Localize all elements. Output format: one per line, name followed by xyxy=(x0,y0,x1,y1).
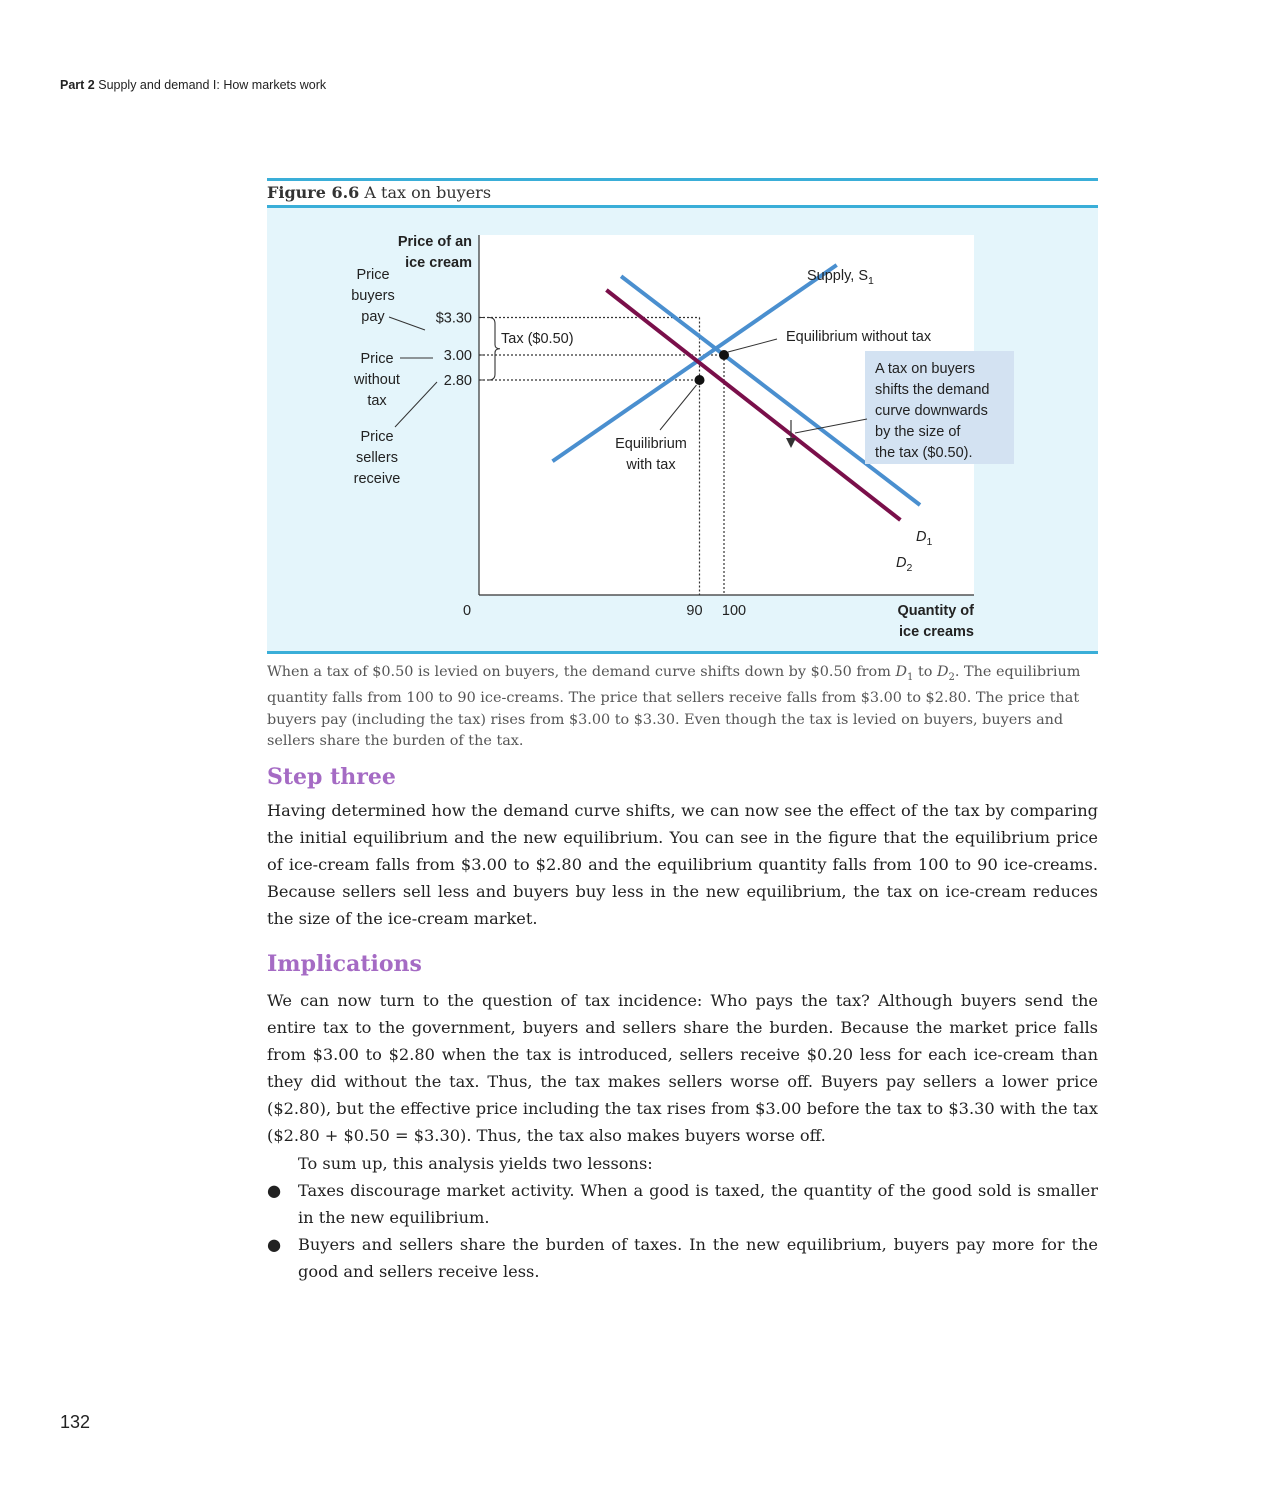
lesson-2-text: Buyers and sellers share the burden of taxes. In the new equilibrium, buyers pay more for the good and sellers receive less. xyxy=(298,1235,1098,1281)
pointer-price-buyers-pay xyxy=(389,317,425,330)
equilibrium-without-tax-point xyxy=(719,350,729,360)
origin-label: 0 xyxy=(462,603,472,619)
price-buyers-pay-label-line-2: buyers xyxy=(351,288,395,304)
y-axis-title-line-1: Price of an xyxy=(397,234,472,250)
price-sellers-receive-label-line-1: Price xyxy=(360,429,394,445)
y-tick-label-2: 3.00 xyxy=(443,348,472,364)
heading-step-three: Step three xyxy=(267,764,396,790)
step-three-paragraph: Having determined how the demand curve shifts, we can now see the effect of the tax by comparing the initial equilibrium and the new equilibrium. You can see in the figure that the equilibrium price of ice-cream falls from $3.00 to $2.80 and the equilibrium quantity falls from 100 to 90 ice-creams. Because sellers sell less and buyers buy less in the new equilibrium, the tax on ice-cream reduces the size of the ice-cream market. xyxy=(267,801,1098,928)
caption-d1: D xyxy=(895,664,907,680)
caption-part-2: . The equilibrium quantity falls from 100 to 90 ice-creams. The price that sellers receive falls from $3.00 to $2.80. The price that buyers pay (including the tax) rises from $3.00 to $3.30. Even though the tax is levied on buyers, buyers and sellers share the burden of the tax. xyxy=(267,664,1081,750)
caption-d1-sub: 1 xyxy=(907,671,914,683)
price-without-tax-label-line-2: without xyxy=(354,372,400,388)
price-sellers-receive-label-line-2: sellers xyxy=(356,450,398,466)
demand-d2-label: $D_2$ xyxy=(896,555,913,574)
figure-caption xyxy=(267,662,1098,753)
caption-d2: D xyxy=(936,664,949,680)
heading-implications: Implications xyxy=(267,951,422,977)
figure-panel xyxy=(267,205,1098,654)
equilibrium-with-tax-label-line-1: Equilibrium xyxy=(615,436,687,452)
caption-d2-sub: 2 xyxy=(948,671,955,683)
shift-note-line-5: the tax ($0.50). xyxy=(875,445,973,461)
sum-up-line: To sum up, this analysis yields two lessons: xyxy=(298,1154,653,1173)
x-tick-label-1: 90 xyxy=(686,603,703,619)
price-buyers-pay-label-line-3: pay xyxy=(361,309,385,325)
list-item xyxy=(267,1231,1098,1285)
equilibrium-with-tax-point xyxy=(695,375,705,385)
caption-part-1: When a tax of $0.50 is levied on buyers, the demand curve shifts down by $0.50 from xyxy=(267,664,896,680)
list-item xyxy=(267,1177,1098,1231)
page-number: 132 xyxy=(60,1412,91,1432)
price-without-tax-label-line-1: Price xyxy=(360,351,394,367)
running-head-part: Part 2 xyxy=(60,78,95,92)
shift-note-line-4: by the size of xyxy=(875,424,961,440)
price-buyers-pay-label-line-1: Price xyxy=(356,267,390,283)
figure-title xyxy=(267,183,491,202)
price-sellers-receive-label-line-3: receive xyxy=(353,471,401,487)
figure-title-text: A tax on buyers xyxy=(364,183,492,202)
running-head xyxy=(60,78,326,92)
shift-note-line-1: A tax on buyers xyxy=(875,361,975,377)
price-without-tax-label-line-3: tax xyxy=(367,393,387,409)
shift-note-line-3: curve downwards xyxy=(875,403,988,419)
implications-paragraph: We can now turn to the question of tax incidence: Who pays the tax? Although buyers send the entire tax to the government, buyers and sellers share the burden. Because the market price falls from $3.00 to $2.80 when the tax is introduced, sellers receive $0.20 less for each ice-cream than they did without the tax. Thus, the tax makes sellers worse off. Buyers pay sellers a lower price ($2.80), but the effective price including the tax rises from $3.00 before the tax to $3.30 with the tax ($2.80 + $0.50 = $3.30). Thus, the tax also makes buyers worse off. xyxy=(267,991,1098,1145)
y-tick-label-3: 2.80 xyxy=(443,373,472,389)
supply-label: Supply, $S_1$ xyxy=(807,268,874,287)
bullet-icon: ● xyxy=(267,1235,282,1254)
y-axis-title-line-2: ice cream xyxy=(405,255,472,271)
x-axis-title-line-1: Quantity of xyxy=(897,603,974,619)
equilibrium-with-tax-label-line-2: with tax xyxy=(626,457,676,473)
lesson-1-text: Taxes discourage market activity. When a good is taxed, the quantity of the good sold is smaller in the new equilibrium. xyxy=(298,1181,1098,1227)
tax-bracket-label: Tax ($0.50) xyxy=(501,330,574,347)
demand-d1-label: $D_1$ xyxy=(916,529,933,548)
caption-to: to xyxy=(913,664,937,680)
shift-note-line-2: shifts the demand xyxy=(875,382,990,398)
figure-label: Figure 6.6 xyxy=(267,183,360,202)
tax-on-buyers-chart xyxy=(267,208,1098,651)
bullet-icon: ● xyxy=(267,1181,282,1200)
running-head-title: Supply and demand I: How markets work xyxy=(98,78,327,92)
y-tick-label-1: $3.30 xyxy=(435,310,472,327)
x-tick-label-2: 100 xyxy=(721,603,747,619)
pointer-price-sellers-receive xyxy=(395,382,437,427)
x-axis-title-line-2: ice creams xyxy=(899,624,974,640)
lessons-list xyxy=(267,1177,1098,1285)
figure-top-rule xyxy=(267,178,1098,181)
equilibrium-without-tax-label: Equilibrium without tax xyxy=(786,329,932,345)
